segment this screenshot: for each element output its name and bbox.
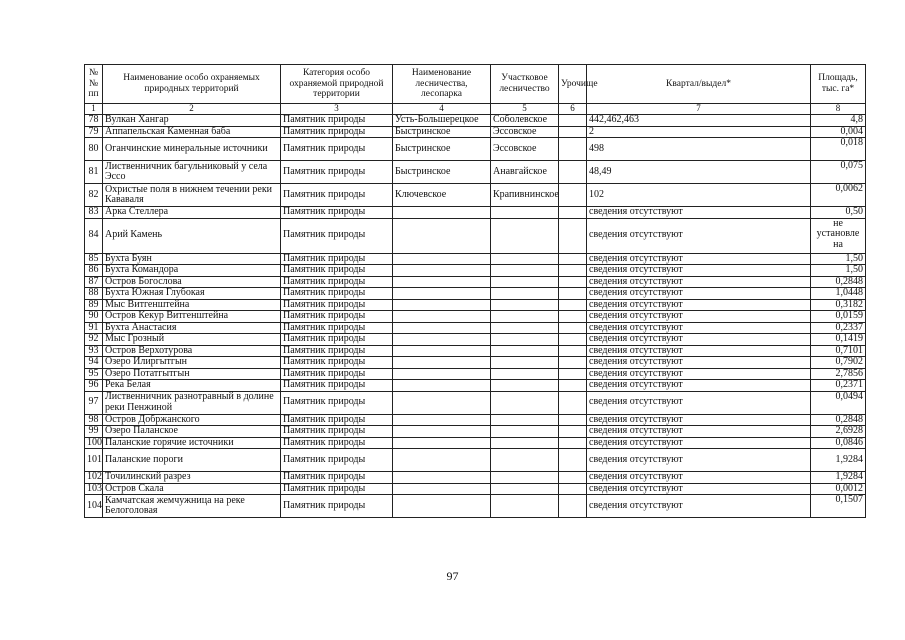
row-number: 94 — [85, 357, 103, 369]
quarter-cell: сведения отсутствуют — [587, 426, 811, 438]
territory-name: Озеро Илиргытгын — [103, 357, 281, 369]
territory-name: Вулкан Хангар — [103, 115, 281, 127]
table-row — [85, 472, 866, 484]
table-row — [85, 334, 866, 346]
row-number: 103 — [85, 483, 103, 495]
table-row — [85, 311, 866, 323]
row-number: 99 — [85, 426, 103, 438]
area-cell: 0,2371 — [811, 380, 866, 392]
tract-cell — [559, 322, 587, 334]
row-number: 88 — [85, 288, 103, 300]
row-number: 104 — [85, 495, 103, 518]
area-cell: 0,2848 — [811, 276, 866, 288]
row-number: 84 — [85, 218, 103, 253]
quarter-cell: сведения отсутствуют — [587, 380, 811, 392]
district-cell — [491, 322, 559, 334]
quarter-cell: 2 — [587, 126, 811, 138]
quarter-cell: 48,49 — [587, 161, 811, 184]
quarter-cell: 102 — [587, 184, 811, 207]
column-number: 2 — [103, 104, 281, 115]
category-cell: Памятник природы — [281, 138, 393, 161]
header-quarter: Квартал/выдел* — [587, 65, 811, 104]
category-cell: Памятник природы — [281, 345, 393, 357]
quarter-cell: сведения отсутствуют — [587, 437, 811, 449]
district-cell — [491, 426, 559, 438]
quarter-cell: сведения отсутствуют — [587, 218, 811, 253]
district-cell — [491, 483, 559, 495]
quarter-cell: сведения отсутствуют — [587, 495, 811, 518]
forestry-cell — [393, 322, 491, 334]
table-row — [85, 115, 866, 127]
category-cell: Памятник природы — [281, 115, 393, 127]
quarter-cell: сведения отсутствуют — [587, 334, 811, 346]
area-cell: 0,018 — [811, 138, 866, 161]
category-cell: Памятник природы — [281, 483, 393, 495]
forestry-cell — [393, 218, 491, 253]
forestry-cell — [393, 391, 491, 414]
area-cell: 1,9284 — [811, 472, 866, 484]
row-number: 101 — [85, 449, 103, 472]
row-number: 90 — [85, 311, 103, 323]
forestry-cell — [393, 380, 491, 392]
district-cell — [491, 437, 559, 449]
area-cell: 0,1507 — [811, 495, 866, 518]
header-category: Категория особо охраняемой природной территории — [281, 65, 393, 104]
forestry-cell — [393, 368, 491, 380]
row-number: 78 — [85, 115, 103, 127]
area-cell: не установле на — [811, 218, 866, 253]
table-row — [85, 322, 866, 334]
header-forestry: Наименование лесничества, лесопарка — [393, 65, 491, 104]
territory-name: Лиственничник багульниковый у села Эссо — [103, 161, 281, 184]
category-cell: Памятник природы — [281, 357, 393, 369]
area-cell: 1,50 — [811, 253, 866, 265]
table-row — [85, 276, 866, 288]
table-header-row — [85, 65, 866, 104]
tract-cell — [559, 311, 587, 323]
forestry-cell — [393, 288, 491, 300]
forestry-cell — [393, 276, 491, 288]
area-cell: 1,9284 — [811, 449, 866, 472]
district-cell — [491, 380, 559, 392]
district-cell — [491, 265, 559, 277]
territory-name: Мыс Грозный — [103, 334, 281, 346]
forestry-cell: Быстринское — [393, 161, 491, 184]
forestry-cell — [393, 472, 491, 484]
forestry-cell — [393, 299, 491, 311]
territory-name: Паланские горячие источники — [103, 437, 281, 449]
quarter-cell: сведения отсутствуют — [587, 276, 811, 288]
row-number: 81 — [85, 161, 103, 184]
area-cell: 0,7101 — [811, 345, 866, 357]
quarter-cell: сведения отсутствуют — [587, 391, 811, 414]
quarter-cell: сведения отсутствуют — [587, 345, 811, 357]
area-cell: 0,0062 — [811, 184, 866, 207]
column-number-row — [85, 104, 866, 115]
district-cell — [491, 357, 559, 369]
territory-name: Лиственничник разнотравный в долине реки Пенжиной — [103, 391, 281, 414]
table-row — [85, 299, 866, 311]
forestry-cell — [393, 311, 491, 323]
column-number: 5 — [491, 104, 559, 115]
header-area: Площадь, тыс. га* — [811, 65, 866, 104]
territory-name: Бухта Командора — [103, 265, 281, 277]
tract-cell — [559, 184, 587, 207]
area-cell: 4,8 — [811, 115, 866, 127]
area-cell: 2,7856 — [811, 368, 866, 380]
tract-cell — [559, 218, 587, 253]
territory-name: Бухта Южная Глубокая — [103, 288, 281, 300]
area-cell: 0,0159 — [811, 311, 866, 323]
tract-cell — [559, 126, 587, 138]
quarter-cell: сведения отсутствуют — [587, 265, 811, 277]
district-cell: Крапивнинское — [491, 184, 559, 207]
district-cell — [491, 276, 559, 288]
quarter-cell: сведения отсутствуют — [587, 368, 811, 380]
district-cell: Эссовское — [491, 138, 559, 161]
tract-cell — [559, 161, 587, 184]
header-num: № № пп — [85, 65, 103, 104]
category-cell: Памятник природы — [281, 161, 393, 184]
quarter-cell: сведения отсутствуют — [587, 472, 811, 484]
quarter-cell: сведения отсутствуют — [587, 311, 811, 323]
territory-name: Оганчинские минеральные источники — [103, 138, 281, 161]
territory-name: Озеро Паланское — [103, 426, 281, 438]
row-number: 100 — [85, 437, 103, 449]
district-cell — [491, 253, 559, 265]
district-cell — [491, 311, 559, 323]
district-cell — [491, 299, 559, 311]
quarter-cell: 498 — [587, 138, 811, 161]
tract-cell — [559, 299, 587, 311]
tract-cell — [559, 495, 587, 518]
row-number: 87 — [85, 276, 103, 288]
district-cell — [491, 391, 559, 414]
territory-name: Озеро Потатгытгын — [103, 368, 281, 380]
column-number: 7 — [587, 104, 811, 115]
table-row — [85, 207, 866, 219]
category-cell: Памятник природы — [281, 218, 393, 253]
district-cell — [491, 288, 559, 300]
tract-cell — [559, 449, 587, 472]
quarter-cell: сведения отсутствуют — [587, 288, 811, 300]
territory-name: Бухта Анастасия — [103, 322, 281, 334]
area-cell: 0,075 — [811, 161, 866, 184]
forestry-cell — [393, 426, 491, 438]
forestry-cell: Быстринское — [393, 138, 491, 161]
column-number: 4 — [393, 104, 491, 115]
row-number: 102 — [85, 472, 103, 484]
area-cell: 1,50 — [811, 265, 866, 277]
quarter-cell: 442,462,463 — [587, 115, 811, 127]
tract-cell — [559, 437, 587, 449]
header-name: Наименование особо охраняемых природных территорий — [103, 65, 281, 104]
category-cell: Памятник природы — [281, 126, 393, 138]
territory-name: Река Белая — [103, 380, 281, 392]
territory-name: Мыс Витгенштейна — [103, 299, 281, 311]
district-cell — [491, 472, 559, 484]
district-cell: Эссовское — [491, 126, 559, 138]
column-number: 3 — [281, 104, 393, 115]
category-cell: Памятник природы — [281, 391, 393, 414]
protected-areas-table — [84, 64, 866, 518]
area-cell: 0,7902 — [811, 357, 866, 369]
category-cell: Памятник природы — [281, 265, 393, 277]
area-cell: 0,2848 — [811, 414, 866, 426]
table-row — [85, 253, 866, 265]
district-cell — [491, 334, 559, 346]
category-cell: Памятник природы — [281, 380, 393, 392]
category-cell: Памятник природы — [281, 253, 393, 265]
category-cell: Памятник природы — [281, 368, 393, 380]
row-number: 82 — [85, 184, 103, 207]
category-cell: Памятник природы — [281, 495, 393, 518]
table-row — [85, 449, 866, 472]
table-row — [85, 414, 866, 426]
territory-name: Паланские пороги — [103, 449, 281, 472]
district-cell — [491, 218, 559, 253]
forestry-cell — [393, 357, 491, 369]
category-cell: Памятник природы — [281, 449, 393, 472]
table-row — [85, 380, 866, 392]
area-cell: 0,0012 — [811, 483, 866, 495]
territory-name: Камчатская жемчужница на реке Белоголовая — [103, 495, 281, 518]
table-row — [85, 184, 866, 207]
table-row — [85, 495, 866, 518]
forestry-cell — [393, 449, 491, 472]
category-cell: Памятник природы — [281, 288, 393, 300]
district-cell — [491, 368, 559, 380]
quarter-cell: сведения отсутствуют — [587, 414, 811, 426]
table-row — [85, 426, 866, 438]
quarter-cell: сведения отсутствуют — [587, 483, 811, 495]
category-cell: Памятник природы — [281, 334, 393, 346]
district-cell — [491, 345, 559, 357]
territory-name: Остров Богослова — [103, 276, 281, 288]
table-row — [85, 126, 866, 138]
category-cell: Памятник природы — [281, 322, 393, 334]
category-cell: Памятник природы — [281, 472, 393, 484]
district-cell — [491, 207, 559, 219]
forestry-cell: Ключевское — [393, 184, 491, 207]
column-number: 6 — [559, 104, 587, 115]
column-number: 1 — [85, 104, 103, 115]
territory-name: Бухта Буян — [103, 253, 281, 265]
tract-cell — [559, 207, 587, 219]
forestry-cell — [393, 414, 491, 426]
forestry-cell — [393, 265, 491, 277]
row-number: 79 — [85, 126, 103, 138]
category-cell: Памятник природы — [281, 426, 393, 438]
territory-name: Остров Добржанского — [103, 414, 281, 426]
tract-cell — [559, 391, 587, 414]
tract-cell — [559, 380, 587, 392]
quarter-cell: сведения отсутствуют — [587, 322, 811, 334]
forestry-cell — [393, 495, 491, 518]
row-number: 92 — [85, 334, 103, 346]
table-row — [85, 288, 866, 300]
header-tract: Урочище — [559, 65, 587, 104]
column-number: 8 — [811, 104, 866, 115]
area-cell: 1,0448 — [811, 288, 866, 300]
table-row — [85, 161, 866, 184]
row-number: 93 — [85, 345, 103, 357]
row-number: 97 — [85, 391, 103, 414]
tract-cell — [559, 276, 587, 288]
forestry-cell — [393, 253, 491, 265]
row-number: 91 — [85, 322, 103, 334]
quarter-cell: сведения отсутствуют — [587, 299, 811, 311]
table-row — [85, 138, 866, 161]
area-cell: 0,0494 — [811, 391, 866, 414]
tract-cell — [559, 414, 587, 426]
district-cell — [491, 495, 559, 518]
category-cell: Памятник природы — [281, 276, 393, 288]
page-number: 97 — [446, 569, 459, 583]
table-row — [85, 368, 866, 380]
row-number: 80 — [85, 138, 103, 161]
territory-name: Арка Стеллера — [103, 207, 281, 219]
area-cell: 2,6928 — [811, 426, 866, 438]
area-cell: 0,50 — [811, 207, 866, 219]
forestry-cell: Быстринское — [393, 126, 491, 138]
territory-name: Остров Кекур Витгенштейна — [103, 311, 281, 323]
header-district: Участковое лесничество — [491, 65, 559, 104]
district-cell — [491, 449, 559, 472]
tract-cell — [559, 265, 587, 277]
district-cell: Соболевское — [491, 115, 559, 127]
table-row — [85, 218, 866, 253]
table-row — [85, 437, 866, 449]
category-cell: Памятник природы — [281, 207, 393, 219]
forestry-cell — [393, 437, 491, 449]
row-number: 98 — [85, 414, 103, 426]
tract-cell — [559, 115, 587, 127]
tract-cell — [559, 138, 587, 161]
category-cell: Памятник природы — [281, 299, 393, 311]
table-row — [85, 265, 866, 277]
category-cell: Памятник природы — [281, 184, 393, 207]
row-number: 89 — [85, 299, 103, 311]
quarter-cell: сведения отсутствуют — [587, 253, 811, 265]
quarter-cell: сведения отсутствуют — [587, 357, 811, 369]
area-cell: 0,0846 — [811, 437, 866, 449]
tract-cell — [559, 334, 587, 346]
forestry-cell — [393, 207, 491, 219]
row-number: 95 — [85, 368, 103, 380]
quarter-cell: сведения отсутствуют — [587, 207, 811, 219]
table-row — [85, 345, 866, 357]
quarter-cell: сведения отсутствуют — [587, 449, 811, 472]
tract-cell — [559, 253, 587, 265]
area-cell: 0,1419 — [811, 334, 866, 346]
district-cell — [491, 414, 559, 426]
district-cell: Анавгайское — [491, 161, 559, 184]
table-row — [85, 483, 866, 495]
row-number: 83 — [85, 207, 103, 219]
tract-cell — [559, 483, 587, 495]
forestry-cell — [393, 345, 491, 357]
tract-cell — [559, 357, 587, 369]
table-row — [85, 391, 866, 414]
row-number: 96 — [85, 380, 103, 392]
forestry-cell — [393, 483, 491, 495]
territory-name: Точилинский разрез — [103, 472, 281, 484]
territory-name: Охристые поля в нижнем течении реки Кававаля — [103, 184, 281, 207]
area-cell: 0,3182 — [811, 299, 866, 311]
tract-cell — [559, 368, 587, 380]
area-cell: 0,2337 — [811, 322, 866, 334]
row-number: 86 — [85, 265, 103, 277]
forestry-cell — [393, 334, 491, 346]
table-row — [85, 357, 866, 369]
territory-name: Остров Верхотурова — [103, 345, 281, 357]
category-cell: Памятник природы — [281, 414, 393, 426]
tract-cell — [559, 426, 587, 438]
category-cell: Памятник природы — [281, 311, 393, 323]
tract-cell — [559, 472, 587, 484]
territory-name: Арий Камень — [103, 218, 281, 253]
territory-name: Остров Скала — [103, 483, 281, 495]
category-cell: Памятник природы — [281, 437, 393, 449]
territory-name: Аппапельская Каменная баба — [103, 126, 281, 138]
tract-cell — [559, 345, 587, 357]
row-number: 85 — [85, 253, 103, 265]
forestry-cell: Усть-Большерецкое — [393, 115, 491, 127]
area-cell: 0,004 — [811, 126, 866, 138]
tract-cell — [559, 288, 587, 300]
